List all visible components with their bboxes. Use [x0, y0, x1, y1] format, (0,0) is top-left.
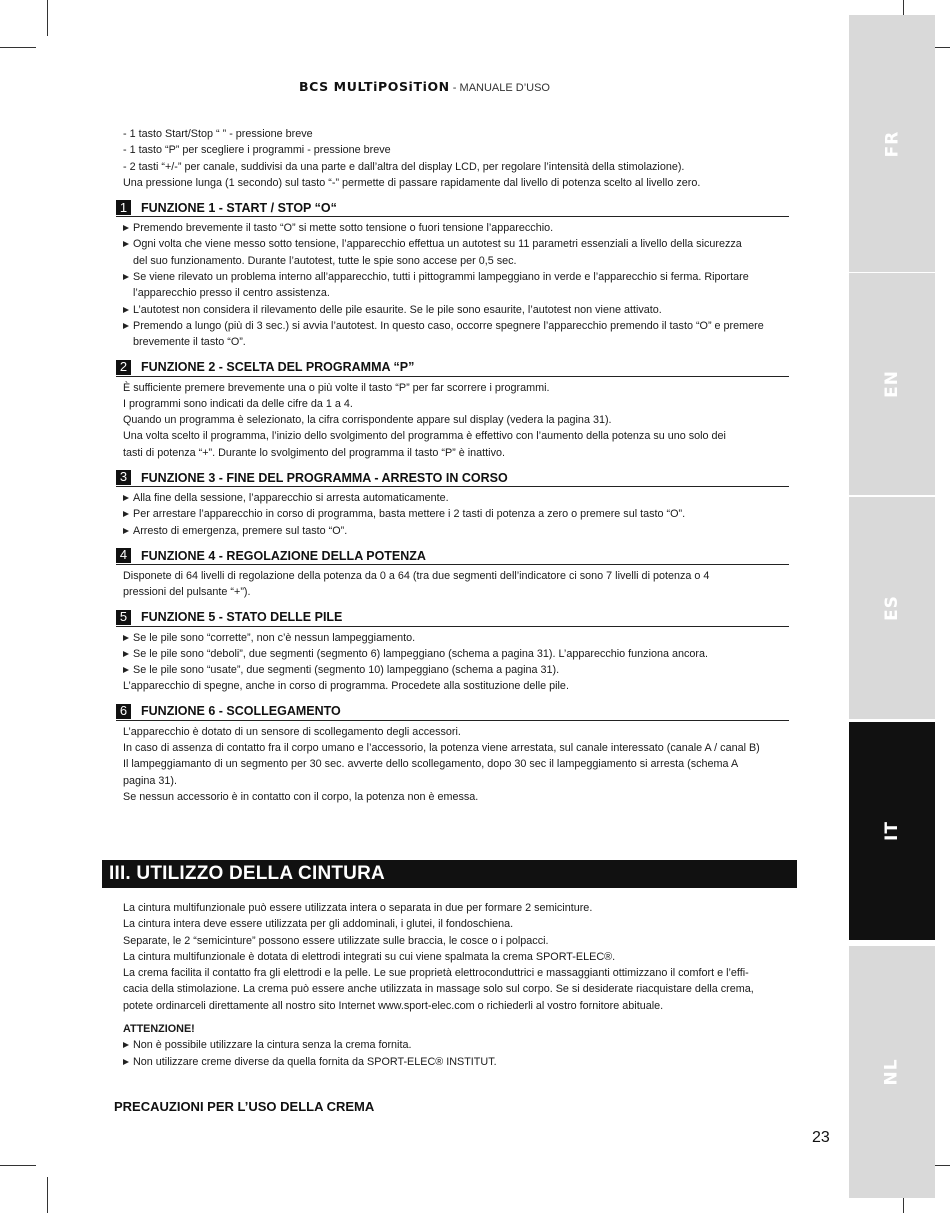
section-number: 6: [116, 704, 131, 719]
bullet-line: Se le pile sono “usate”, due segmenti (segmento 10) lampeggiano (schema a pagina 31).: [133, 664, 560, 677]
section-title: FUNZIONE 4 - REGOLAZIONE DELLA POTENZA: [141, 548, 426, 563]
tab-en[interactable]: [849, 273, 935, 495]
bullet-line: Se viene rilevato un problema interno all’apparecchio, tutti i pittogrammi lampeggiano in verde e l’apparecchio si ferma. Riportare: [133, 271, 749, 284]
paragraph-line: I programmi sono indicati da delle cifre da 1 a 4.: [123, 397, 353, 410]
paragraph-line: Disponete di 64 livelli di regolazione della potenza da 0 a 64 (tra due segmenti dell’indicatore ci sono 7 livelli di potenza o 4: [123, 569, 710, 582]
tab-label: IT: [881, 821, 902, 841]
bullet-item: [123, 523, 798, 539]
paragraph-line: La cintura multifunzionale è dotata di elettrodi integrati su cui viene spalmata la crema SPORT-ELEC®.: [123, 950, 616, 963]
crop-mark: [47, 1177, 48, 1213]
bullet-item: [123, 318, 798, 351]
paragraph-line: cacia della stimolazione. La crema può essere anche utilizzata in massage solo sul corpo. Se si desiderate riacquistare della crema,: [123, 983, 754, 996]
paragraph-line: L’apparecchio è dotato di un sensore di scollegamento degli accessori.: [123, 725, 461, 738]
intro-line: - 1 tasto Start/Stop “ ” - pressione breve: [123, 128, 313, 140]
paragraph-line: Quando un programma è selezionato, la cifra corrispondente appare sul display (vedera la pagina 31).: [123, 414, 612, 427]
paragraph-line: potete ordinarceli direttamente all nostro sito Internet www.sport-elec.com o richiederli al vostro fornitore abituale.: [123, 999, 664, 1012]
paragraph-line: La cintura intera deve essere utilizzata per gli addominali, i glutei, il fondoschiena.: [123, 918, 514, 931]
tab-it[interactable]: [849, 722, 935, 940]
tab-label: EN: [882, 370, 902, 398]
bullet-line: l’apparecchio presso il centro assistenza.: [133, 287, 330, 300]
paragraph-line: pressioni del pulsante “+”).: [123, 586, 251, 599]
bullet-item: [123, 506, 798, 522]
bullet-line: Non utilizzare creme diverse da quella fornita da SPORT-ELEC® INSTITUT.: [133, 1055, 497, 1068]
paragraph-line: Una volta scelto il programma, l’inizio dello svolgimento del programma è effettivo con l’aumento della potenza su uno solo dei: [123, 430, 726, 443]
section-heading: [116, 359, 789, 377]
bullet-item: [123, 630, 798, 646]
crop-mark: [0, 1165, 36, 1166]
tab-fr[interactable]: [849, 15, 935, 272]
bullet-item: [123, 220, 798, 236]
bullet-line: Premendo a lungo (più di 3 sec.) si avvia l’autotest. In questo caso, occorre spegnere l’apparecchio premendo il tasto “O” e premere: [133, 319, 764, 332]
paragraph-line: Il lampeggiamanto di un segmento per 30 sec. avverte dello scollegamento, dopo 30 sec il lampeggiamento si arresta (schema A: [123, 758, 739, 771]
bullet-line: Premendo brevemente il tasto “O” si mette sotto tensione o fuori tensione l’apparecchio.: [133, 222, 554, 235]
bullet-item: [123, 302, 798, 318]
tab-label: FR: [881, 130, 902, 157]
section-heading: [116, 609, 789, 627]
bullet-line: Se le pile sono “corrette”, non c’è nessun lampeggiamento.: [133, 631, 416, 644]
section-title: FUNZIONE 2 - SCELTA DEL PROGRAMMA “P”: [141, 360, 415, 375]
section-number: 5: [116, 610, 131, 625]
precautions-heading: PRECAUZIONI PER L’USO DELLA CREMA: [114, 1099, 375, 1114]
section-heading: [116, 703, 789, 721]
bullet-item: [123, 269, 798, 302]
bullet-item: [123, 662, 798, 678]
bullet-line: Alla fine della sessione, l’apparecchio si arresta automaticamente.: [133, 492, 449, 505]
section-5: [119, 608, 798, 695]
crop-mark: [47, 0, 48, 36]
bullet-line: L’autotest non considera il rilevamento delle pile esaurite. Se le pile sono esaurite, l’autotest non viene attivato.: [133, 303, 662, 316]
bullet-line: Arresto di emergenza, premere sul tasto “O”.: [133, 524, 348, 537]
bullet-item: [123, 490, 798, 506]
section-title: FUNZIONE 3 - FINE DEL PROGRAMMA - ARRESTO IN CORSO: [141, 470, 508, 485]
section-2: [119, 358, 798, 461]
page-header: [0, 78, 849, 96]
paragraph-line: tasti di potenza “+”. Durante lo svolgimento del programma il tasto “P” è inattivo.: [123, 446, 505, 459]
bullet-line: Non è possibile utilizzare la cintura senza la crema fornita.: [133, 1039, 412, 1052]
paragraph-line: È sufficiente premere brevemente una o più volte il tasto “P” per far scorrere i programmi.: [123, 381, 550, 394]
paragraph-line: In caso di assenza di contatto fra il corpo umano e l’accessorio, la potenza viene arrestata, sul canale interessato (canale A / canal B): [123, 742, 760, 755]
bullet-line: Ogni volta che viene messo sotto tensione, l’apparecchio effettua un autotest su 11 parametri essenziali a livello della sicurezza: [133, 238, 742, 251]
section-3: [119, 469, 798, 539]
bullet-line: brevemente il tasto “O”.: [133, 336, 246, 349]
chapter-heading: [102, 860, 797, 888]
section-4: [119, 547, 798, 601]
section-title: FUNZIONE 1 - START / STOP “O“: [141, 200, 337, 215]
section-number: 3: [116, 470, 131, 485]
tab-label: NL: [882, 1058, 902, 1086]
section-6: [119, 703, 798, 805]
chapter-content: [123, 900, 803, 1070]
section-title: FUNZIONE 6 - SCOLLEGAMENTO: [141, 704, 341, 719]
tab-es[interactable]: [849, 497, 935, 719]
language-tabs: [849, 15, 935, 1198]
section-heading: [116, 199, 789, 217]
paragraph-line: Separate, le 2 “semicinture” possono essere utilizzate sulle braccia, le cosce o i polpacci.: [123, 934, 549, 947]
page-number: 23: [812, 1129, 830, 1146]
attention-title: ATTENZIONE!: [123, 1023, 195, 1036]
section-title: FUNZIONE 5 - STATO DELLE PILE: [141, 610, 343, 625]
bullet-item: [123, 236, 798, 269]
intro-line: Una pressione lunga (1 secondo) sul tasto “-” permette di passare rapidamente dal livello di potenza scelto al livello zero.: [123, 176, 701, 189]
section-heading: [116, 547, 789, 565]
section-heading: [116, 469, 789, 487]
paragraph-line: L’apparecchio di spegne, anche in corso di programma. Procedete alla sostituzione delle pile.: [123, 680, 569, 693]
main-content: [119, 126, 798, 805]
tab-nl[interactable]: [849, 946, 935, 1198]
tab-label: ES: [881, 595, 902, 621]
intro-line: - 2 tasti “+/-” per canale, suddivisi da una parte e dall’altra del display LCD, per regolare l’intensità della stimolazione).: [123, 160, 685, 173]
bullet-line: Per arrestare l’apparecchio in corso di programma, basta mettere i 2 tasti di potenza a zero o premere sul tasto “O”.: [133, 508, 686, 521]
bullet-item: [123, 1054, 803, 1070]
section-number: 2: [116, 360, 131, 375]
chapter-title: III. UTILIZZO DELLA CINTURA: [109, 863, 385, 884]
paragraph-line: pagina 31).: [123, 774, 178, 787]
bullet-line: del suo funzionamento. Durante l’autotest, tutte le spie sono accese per 0,5 sec.: [133, 254, 517, 267]
paragraph-line: La crema facilita il contatto fra gli elettrodi e la pelle. Le sue proprietà elettroconduttrici e massaggianti ottimizzano il comfort e l’effi-: [123, 967, 749, 980]
section-number: 1: [116, 200, 131, 215]
bullet-item: [123, 646, 798, 662]
crop-mark: [0, 47, 36, 48]
bullet-line: Se le pile sono “deboli”, due segmenti (segmento 6) lampeggiano (schema a pagina 31). L’apparecchio funziona ancora.: [133, 647, 708, 660]
section-number: 4: [116, 548, 131, 563]
brand-logo: BCS MULTiPOSiTiON: [298, 79, 450, 94]
paragraph-line: Se nessun accessorio è in contatto con il corpo, la potenza non è emessa.: [123, 790, 479, 803]
intro-line: - 1 tasto “P” per scegliere i programmi - pressione breve: [123, 144, 391, 157]
header-subtitle: - MANUALE D’USO: [449, 82, 550, 94]
bullet-item: [123, 1037, 803, 1053]
paragraph-line: La cintura multifunzionale può essere utilizzata intera o separata in due per formare 2 semicinture.: [123, 902, 593, 914]
section-1: [119, 199, 798, 350]
